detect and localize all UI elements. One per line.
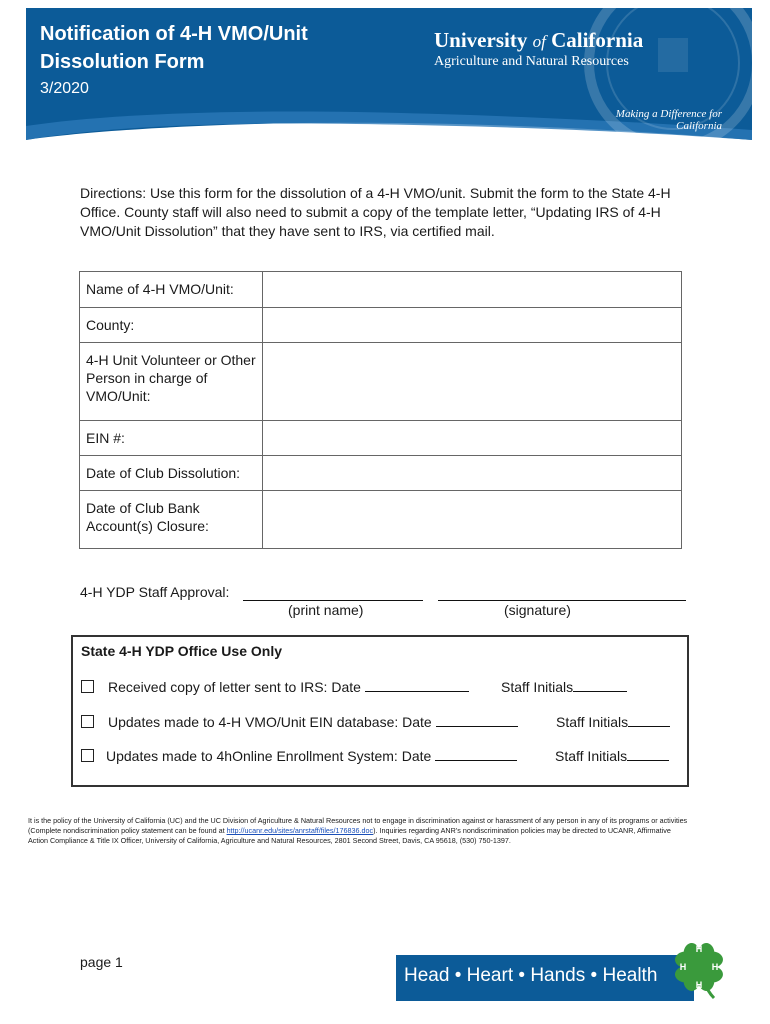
signature-caption: (signature)	[504, 602, 571, 618]
directions-text: Directions: Use this form for the dissolution of a 4-H VMO/unit. Submit the form to the State 4-H Office. County staff will also need to submit a copy of the template letter, “Updating IRS of 4-H VMO/Unit Dissolution” that they have sent to IRS, via certified mail.	[80, 185, 671, 239]
field-label: County:	[80, 308, 263, 343]
uc-logo-name: University of California	[434, 28, 644, 52]
field-label: EIN #:	[80, 421, 263, 456]
form-row	[80, 491, 682, 549]
form-title: Notification of 4-H VMO/Unit Dissolution Form	[40, 23, 308, 73]
date-blank[interactable]	[365, 691, 469, 692]
field-label: Date of Club Bank Account(s) Closure:	[80, 491, 263, 549]
form-row	[80, 308, 682, 343]
office-item-text: Updates made to 4-H VMO/Unit EIN database: Date	[108, 714, 432, 730]
footer-motto: Head • Heart • Hands • Health	[404, 965, 658, 986]
field-label: 4-H Unit Volunteer or Other Person in charge of VMO/Unit:	[80, 343, 263, 421]
dissolution-form-table	[79, 271, 682, 549]
initials-blank[interactable]	[628, 726, 670, 727]
field-label: Name of 4-H VMO/Unit:	[80, 272, 263, 308]
date-blank[interactable]	[435, 760, 517, 761]
staff-approval-label: 4-H YDP Staff Approval:	[80, 584, 230, 600]
checkbox[interactable]	[81, 715, 94, 728]
page-number: page 1	[80, 954, 123, 970]
checkbox[interactable]	[81, 749, 94, 762]
policy-link[interactable]: http://ucanr.edu/sites/anrstaff/files/176836.doc	[226, 826, 374, 835]
initials-blank[interactable]	[573, 691, 627, 692]
signature-line[interactable]	[438, 584, 686, 601]
office-item-initials	[555, 748, 669, 764]
svg-text:H: H	[695, 944, 703, 954]
4h-clover-icon	[668, 936, 730, 1000]
print-name-caption: (print name)	[288, 602, 364, 618]
field-label: Date of Club Dissolution:	[80, 456, 263, 491]
ein-field[interactable]	[263, 421, 682, 456]
office-item	[81, 748, 517, 764]
staff-initials-label: Staff Initials	[501, 679, 574, 695]
initials-blank[interactable]	[627, 760, 669, 761]
staff-initials-label: Staff Initials	[556, 714, 629, 730]
dissolution-date-field[interactable]	[263, 456, 682, 491]
staff-initials-label: Staff Initials	[555, 748, 628, 764]
office-use-box	[71, 635, 689, 787]
office-item-text: Updates made to 4hOnline Enrollment System: Date	[106, 748, 432, 764]
form-row	[80, 272, 682, 308]
header-banner	[26, 8, 752, 140]
print-name-line[interactable]	[243, 584, 423, 601]
unit-name-field[interactable]	[263, 272, 682, 308]
office-item-text: Received copy of letter sent to IRS: Date	[108, 679, 361, 695]
office-use-heading: State 4-H YDP Office Use Only	[81, 643, 282, 659]
form-date: 3/2020	[40, 80, 89, 97]
form-row	[80, 456, 682, 491]
office-item	[81, 679, 469, 695]
bank-closure-date-field[interactable]	[263, 491, 682, 549]
form-row	[80, 343, 682, 421]
nondiscrimination-policy: It is the policy of the University of California (UC) and the UC Division of Agriculture & Natural Resources not to engage in discrimination against or harassment of any person in any of its programs or activities (Complete nondiscrimination policy statement can be found at http://ucanr.edu/sites/anrstaff/files/176836.doc). Inquiries regarding ANR’s nondiscrimination policies may be directed to UCANR, Affirmative Action Compliance & Title IX Officer, University of California, Agriculture and Natural Resources, 2801 Second Street, Davis, CA 95618, (530) 750-1397.	[28, 816, 688, 845]
svg-text:H: H	[679, 962, 687, 972]
footer-banner	[396, 955, 694, 1001]
office-item-initials	[501, 679, 627, 695]
uc-logo-division: Agriculture and Natural Resources	[434, 54, 629, 69]
svg-text:H: H	[695, 980, 703, 990]
county-field[interactable]	[263, 308, 682, 343]
form-row	[80, 421, 682, 456]
office-item-initials	[556, 714, 670, 730]
date-blank[interactable]	[436, 726, 518, 727]
office-item	[81, 714, 518, 730]
checkbox[interactable]	[81, 680, 94, 693]
svg-text:H: H	[711, 962, 719, 972]
volunteer-field[interactable]	[263, 343, 682, 421]
uc-tagline: Making a Difference for California	[615, 108, 722, 132]
